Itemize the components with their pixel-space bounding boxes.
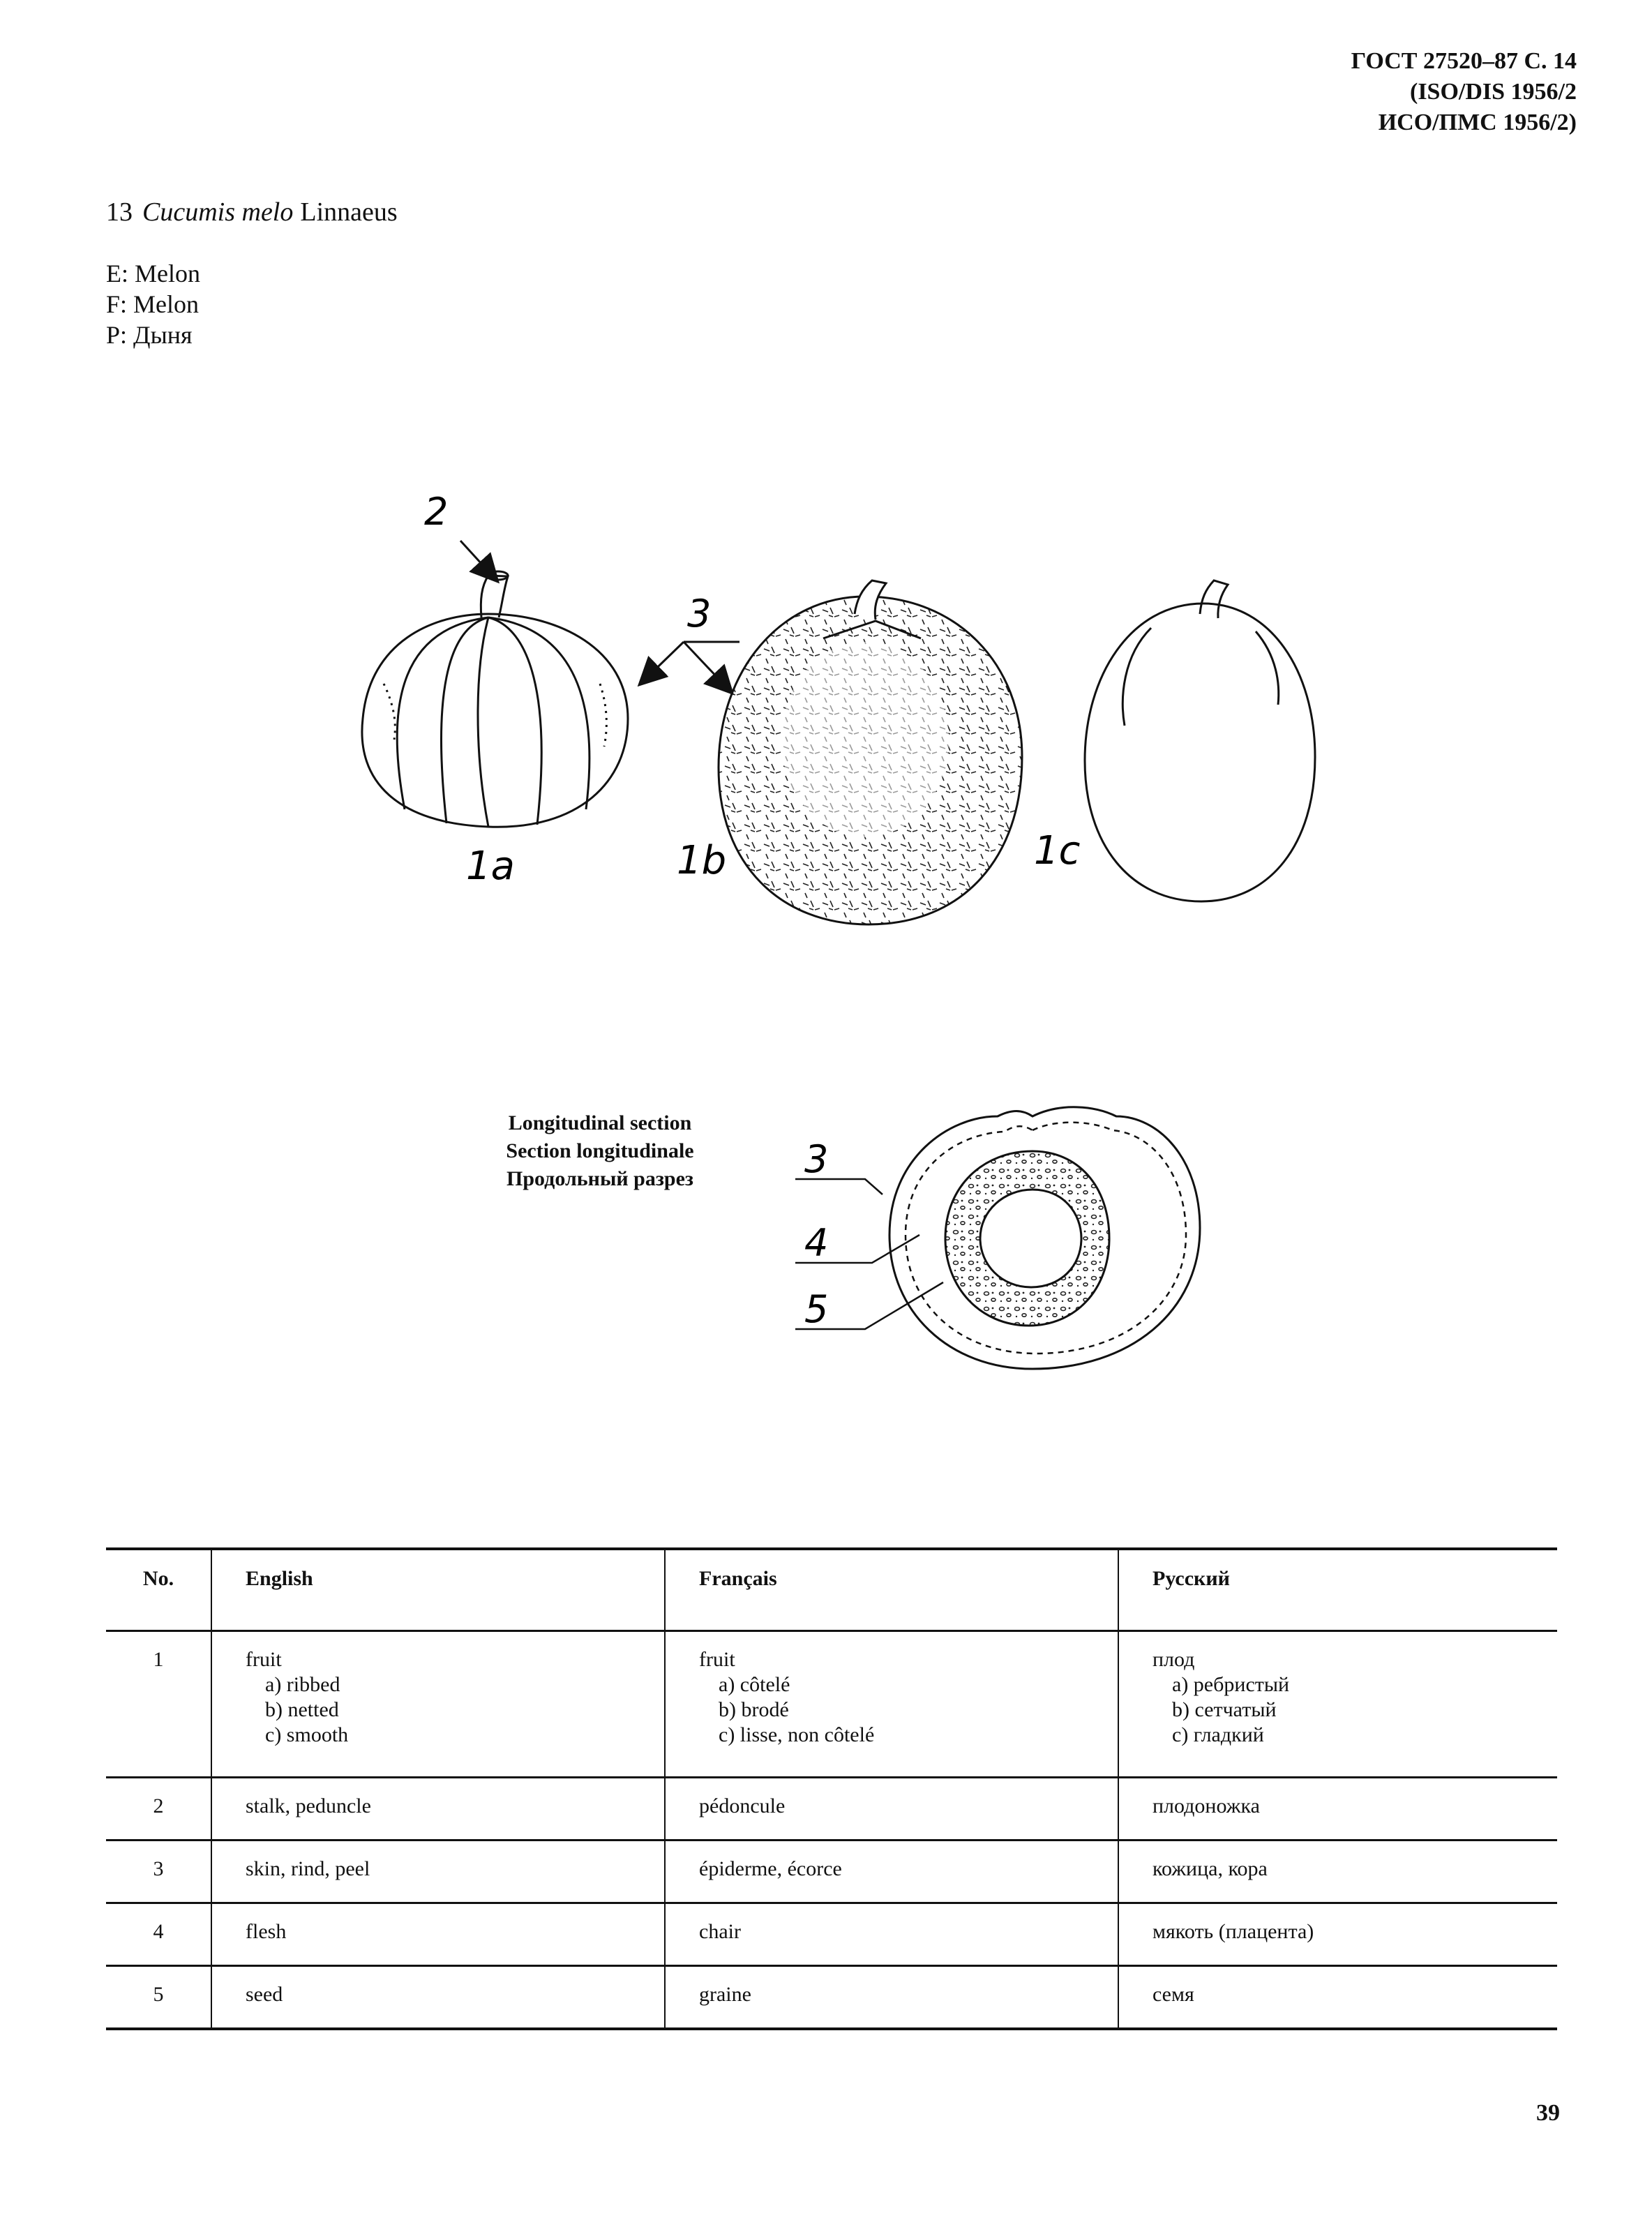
label-1b: 1b <box>677 838 727 883</box>
section-caption <box>488 1109 712 1193</box>
term-sub: c) smooth <box>265 1723 349 1746</box>
standard-number: ГОСТ 27520–87 С. 14 <box>1351 48 1577 74</box>
table-header-row <box>106 1549 1557 1631</box>
section-caption-english: Longitudinal section <box>508 1111 692 1134</box>
cell-russian <box>1118 1631 1557 1778</box>
longitudinal-section-drawing <box>889 1107 1200 1369</box>
callout-skin-arrow-b <box>684 642 731 692</box>
term-sub: c) lisse, non côtelé <box>719 1723 875 1746</box>
cell-no: 2 <box>153 1794 164 1817</box>
header-french: Français <box>665 1549 1118 1631</box>
cell-english: skin, rind, peel <box>211 1841 665 1903</box>
cell-french: épiderme, écorce <box>665 1841 1118 1903</box>
section-caption-french: Section longitudinale <box>506 1139 694 1162</box>
label-1c: 1c <box>1034 828 1081 874</box>
table-row <box>106 1903 1557 1966</box>
cell-russian: кожица, кора <box>1118 1841 1557 1903</box>
smooth-melon-drawing <box>1085 580 1315 901</box>
term-sub: b) сетчатый <box>1172 1698 1277 1721</box>
common-name-english: E: Melon <box>106 260 200 287</box>
species-latin-name: Cucumis melo <box>142 197 294 227</box>
term-sub: с) гладкий <box>1172 1723 1264 1746</box>
term-main: плод <box>1152 1648 1195 1671</box>
callout-stalk: 2 <box>424 490 449 534</box>
callout-stalk-arrow <box>460 541 497 580</box>
ribbed-melon-drawing <box>362 571 628 827</box>
table-row <box>106 1631 1557 1778</box>
callout-skin-arrow-a <box>640 642 684 684</box>
common-name-russian: P: Дыня <box>106 321 193 349</box>
section-label-skin: 3 <box>804 1137 829 1181</box>
terms-table <box>106 1547 1557 2030</box>
cell-russian: плодоножка <box>1118 1778 1557 1841</box>
term-sub: b) brodé <box>719 1698 789 1721</box>
iso-reference-ru: ИСО/ПМС 1956/2) <box>1378 110 1577 135</box>
cell-english: stalk, peduncle <box>211 1778 665 1841</box>
term-main: fruit <box>246 1648 282 1671</box>
table-row <box>106 1778 1557 1841</box>
species-number: 13 <box>106 197 133 227</box>
cell-no: 1 <box>153 1648 164 1671</box>
species-author: Linnaeus <box>300 197 398 227</box>
cell-russian: семя <box>1118 1966 1557 2029</box>
section-leader-skin <box>795 1179 883 1194</box>
term-sub: a) côtelé <box>719 1673 790 1696</box>
netted-melon-drawing <box>719 580 1022 924</box>
term-sub: a) ribbed <box>265 1673 340 1696</box>
cell-english: flesh <box>211 1903 665 1966</box>
table-row <box>106 1966 1557 2029</box>
page-number: 39 <box>1536 2100 1560 2126</box>
term-sub: b) netted <box>265 1698 339 1721</box>
section-label-flesh: 4 <box>804 1221 829 1265</box>
label-1a: 1a <box>466 844 515 889</box>
header-english: English <box>211 1549 665 1631</box>
table-row <box>106 1841 1557 1903</box>
section-caption-russian: Продольный разрез <box>506 1167 693 1190</box>
section-label-seed: 5 <box>804 1287 829 1331</box>
cell-french: graine <box>665 1966 1118 2029</box>
term-main: fruit <box>699 1648 735 1671</box>
cell-no: 3 <box>153 1857 164 1880</box>
cell-english <box>211 1631 665 1778</box>
header-russian: Русский <box>1118 1549 1557 1631</box>
cell-russian: мякоть (плацента) <box>1118 1903 1557 1966</box>
callout-skin: 3 <box>687 592 712 636</box>
iso-reference: (ISO/DIS 1956/2 <box>1410 79 1577 105</box>
cell-french: chair <box>665 1903 1118 1966</box>
cell-french <box>665 1631 1118 1778</box>
cell-no: 4 <box>153 1920 164 1943</box>
cell-no: 5 <box>153 1983 164 2006</box>
cell-english: seed <box>211 1966 665 2029</box>
term-sub: а) ребристый <box>1172 1673 1290 1696</box>
header-no: No. <box>142 1567 174 1590</box>
common-name-french: F: Melon <box>106 290 200 318</box>
cell-french: pédoncule <box>665 1778 1118 1841</box>
